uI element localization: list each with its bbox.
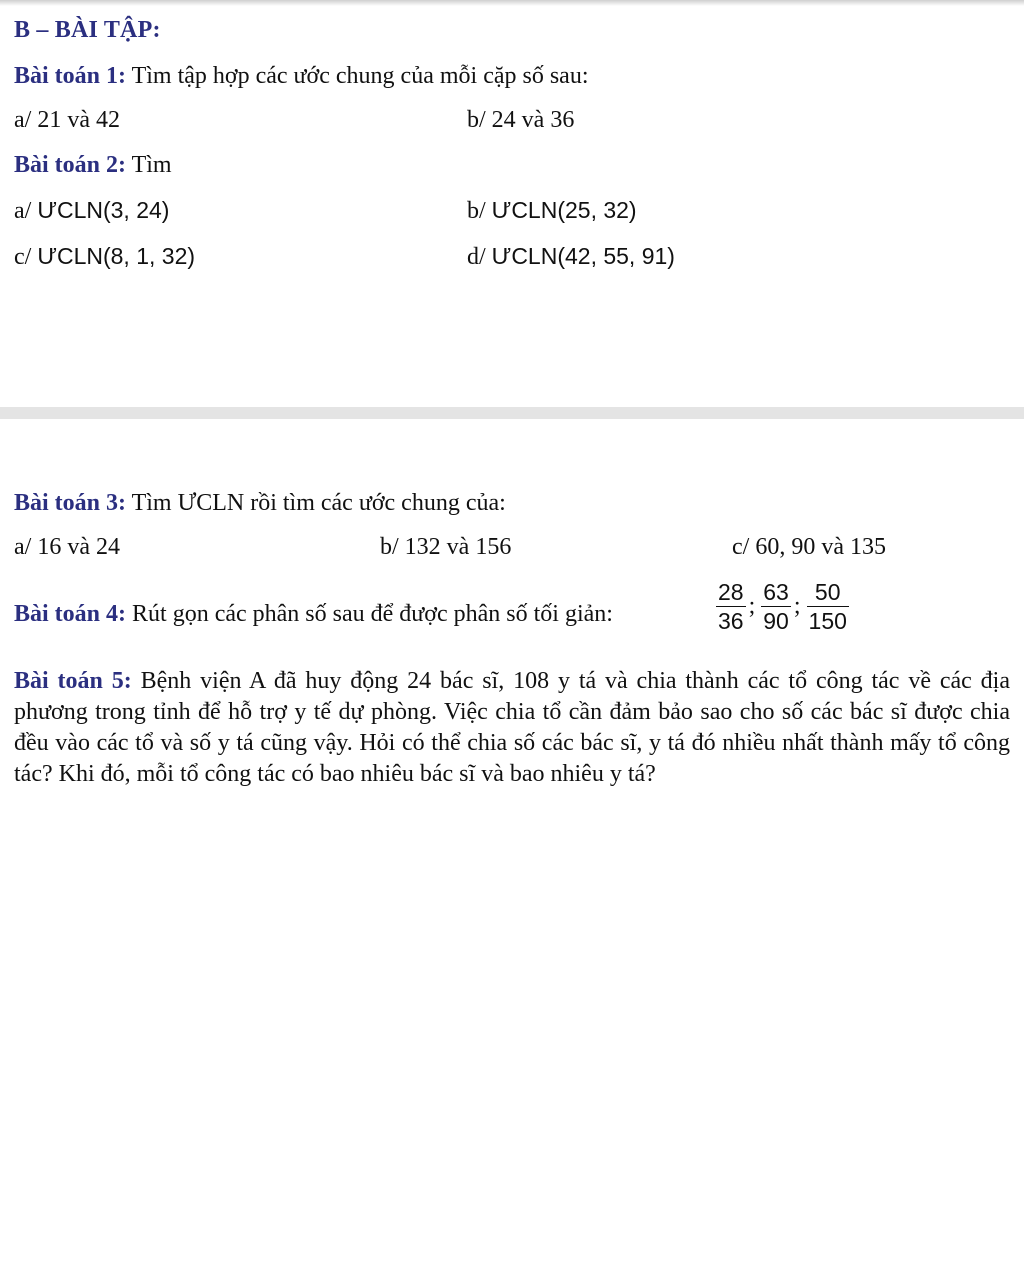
problem-1-label: Bài toán 1: xyxy=(14,63,127,89)
problem-2-item-b-prefix: b/ xyxy=(467,198,492,224)
problem-5-label: Bài toán 5: xyxy=(14,668,132,694)
problem-5 xyxy=(14,666,1010,790)
fraction-3 xyxy=(807,578,849,635)
problem-3-label: Bài toán 3: xyxy=(14,490,127,516)
fraction-1 xyxy=(716,578,746,635)
fraction-2 xyxy=(761,578,791,635)
problem-3-item-a: a/ 16 và 24 xyxy=(14,534,120,560)
problem-2-label: Bài toán 2: xyxy=(14,152,127,178)
fraction-2-numerator: 63 xyxy=(763,579,789,605)
problem-3-text: Tìm ƯCLN rồi tìm các ước chung của: xyxy=(126,490,506,516)
problem-2-item-b xyxy=(467,197,637,225)
fraction-3-numerator: 50 xyxy=(814,579,841,605)
top-edge-strip xyxy=(0,0,1024,6)
problem-2-item-a xyxy=(14,197,169,225)
problem-1-item-b: b/ 24 và 36 xyxy=(467,107,575,133)
problem-4-fractions xyxy=(716,578,849,635)
problem-1-item-a: a/ 21 và 42 xyxy=(14,107,120,133)
fraction-separator-1: ; xyxy=(748,593,756,619)
section-title: B – BÀI TẬP: xyxy=(14,17,161,43)
problem-2-item-a-prefix: a/ xyxy=(14,198,38,224)
problem-4 xyxy=(14,598,613,630)
problem-4-label: Bài toán 4: xyxy=(14,601,127,627)
fraction-1-numerator: 28 xyxy=(718,579,744,605)
problem-2-item-c-expr: ƯCLN(8, 1, 32) xyxy=(37,243,196,269)
problem-1-text: Tìm tập hợp các ước chung của mỗi cặp số sau: xyxy=(126,63,589,89)
problem-3-item-b: b/ 132 và 156 xyxy=(380,534,512,560)
problem-2-text: Tìm xyxy=(126,152,172,178)
problem-2-item-d-prefix: d/ xyxy=(467,244,492,270)
problem-2-item-c-prefix: c/ xyxy=(14,244,38,270)
problem-5-text: Bệnh viện A đã huy động 24 bác sĩ, 108 y tá và chia thành các tổ công tác về các địa phương trong tỉnh để hỗ trợ y tế dự phòng. Việc chia tổ cần đảm bảo sao cho số các bác sĩ được chia đều vào các tổ và số y tá cũng vậy. Hỏi có thể chia số các bác sĩ, y tá đó nhiều nhất thành mấy tổ công tác? Khi đó, mỗi tổ công tác có bao nhiêu bác sĩ và bao nhiêu y tá? xyxy=(14,668,1010,787)
problem-2-item-b-expr: ƯCLN(25, 32) xyxy=(491,197,637,223)
fraction-separator-2: ; xyxy=(793,593,801,619)
fraction-1-denominator: 36 xyxy=(718,608,744,634)
fraction-3-denominator: 150 xyxy=(808,608,847,634)
problem-3-item-c: c/ 60, 90 và 135 xyxy=(732,534,886,560)
problem-2-item-a-expr: ƯCLN(3, 24) xyxy=(37,197,170,223)
fraction-2-denominator: 90 xyxy=(763,608,789,634)
problem-1 xyxy=(14,60,589,92)
problem-2-item-d xyxy=(467,243,675,271)
problem-2-item-c xyxy=(14,243,195,271)
problem-3 xyxy=(14,487,506,519)
problem-2-item-d-expr: ƯCLN(42, 55, 91) xyxy=(491,243,675,269)
problem-4-text: Rút gọn các phân số sau để được phân số tối giản: xyxy=(126,601,613,627)
problem-2 xyxy=(14,149,172,181)
page-divider xyxy=(0,407,1024,419)
